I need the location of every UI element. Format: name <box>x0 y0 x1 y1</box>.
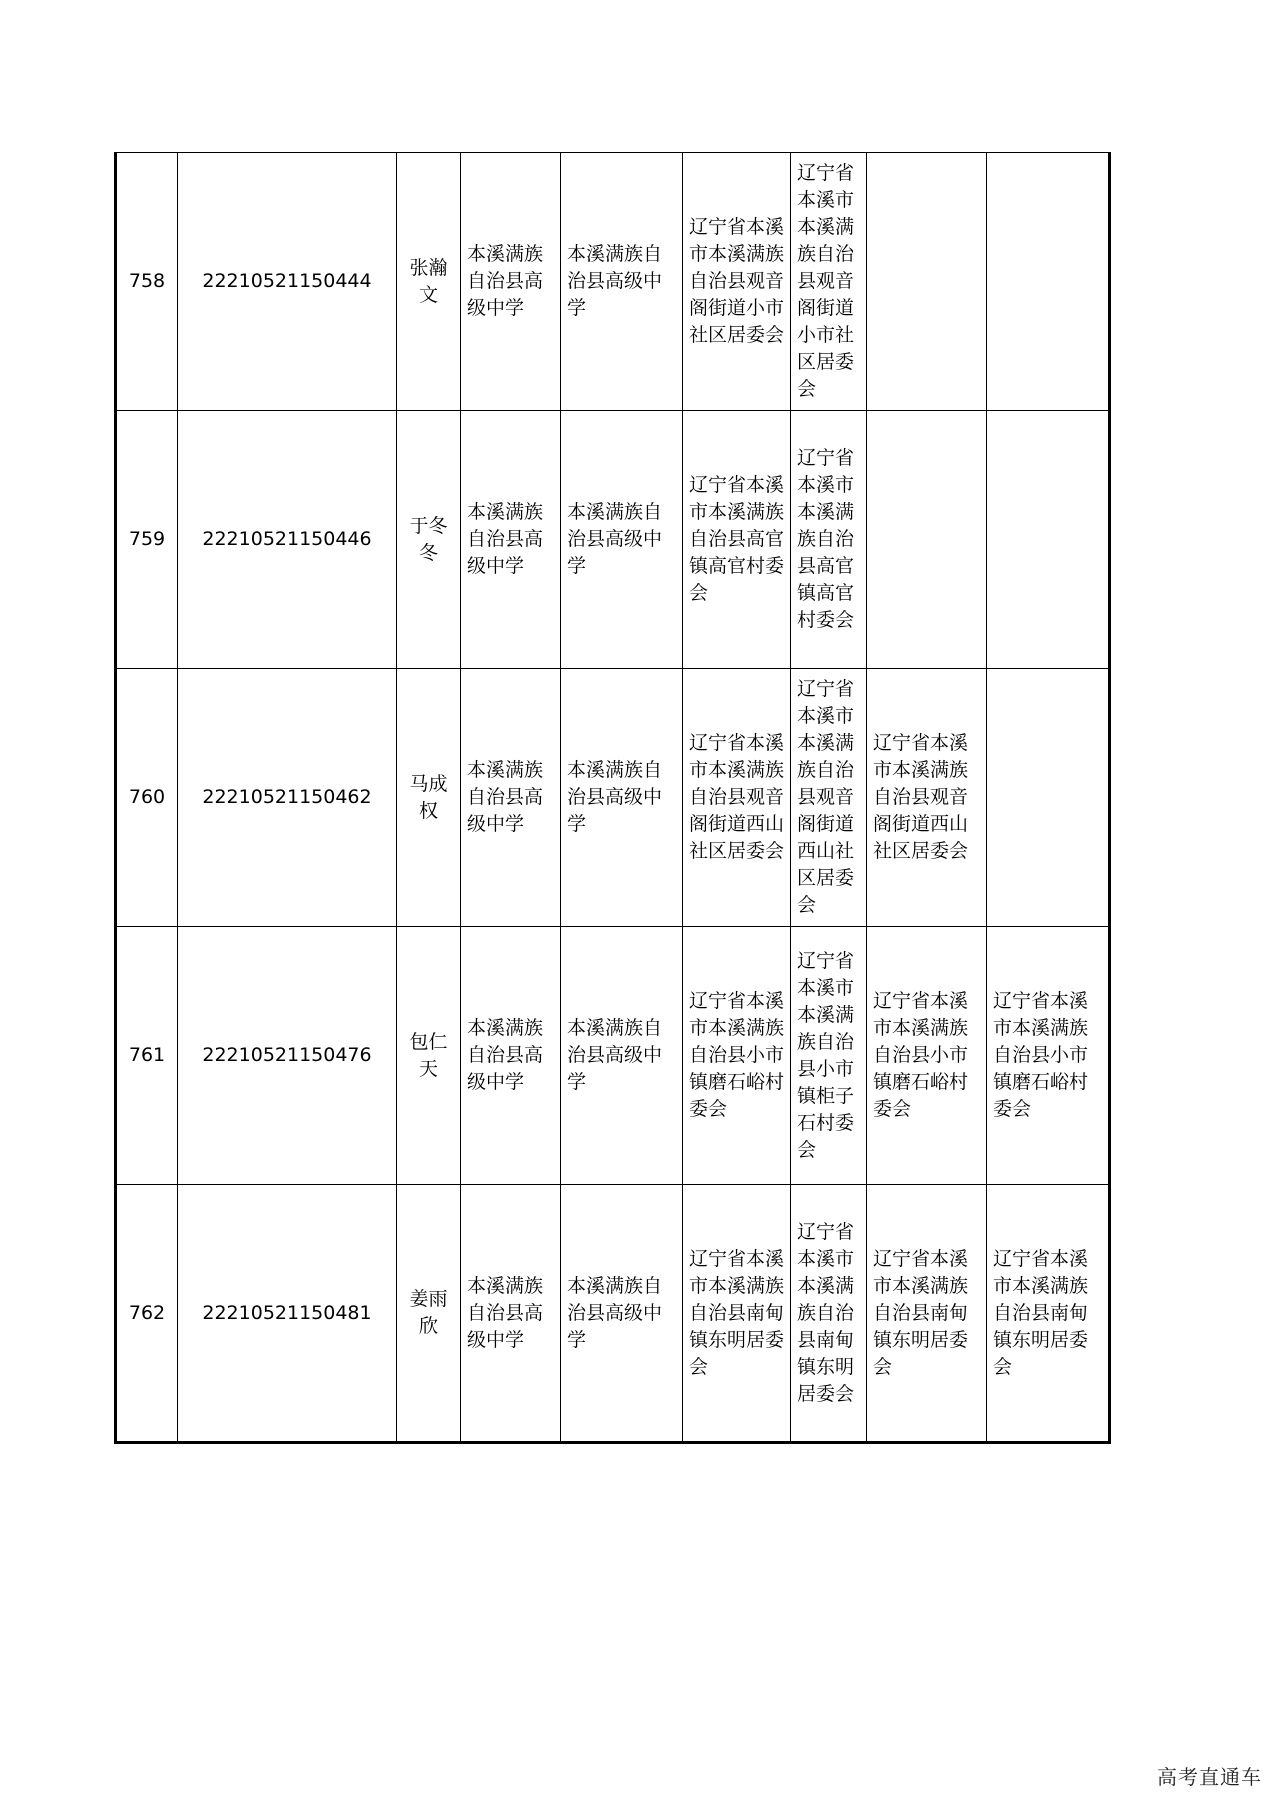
table-row <box>116 927 1110 1185</box>
address2-cell: 辽宁省本溪市本溪满族自治县观音阁街道小市社区居委会 <box>791 153 867 411</box>
school-cell: 本溪满族自治县高级中学 <box>461 411 561 669</box>
address4-cell <box>987 411 1110 669</box>
address4-cell <box>987 153 1110 411</box>
school2-cell: 本溪满族自治县高级中学 <box>561 669 683 927</box>
address3-cell <box>867 411 987 669</box>
seq-cell: 762 <box>116 1185 178 1443</box>
address3-cell <box>867 153 987 411</box>
address2-cell: 辽宁省本溪市本溪满族自治县高官镇高官村委会 <box>791 411 867 669</box>
id-cell: 22210521150462 <box>178 669 397 927</box>
school2-cell: 本溪满族自治县高级中学 <box>561 927 683 1185</box>
seq-cell: 760 <box>116 669 178 927</box>
table-row <box>116 669 1110 927</box>
school-cell: 本溪满族自治县高级中学 <box>461 927 561 1185</box>
school2-cell: 本溪满族自治县高级中学 <box>561 1185 683 1443</box>
seq-cell: 761 <box>116 927 178 1185</box>
id-cell: 22210521150481 <box>178 1185 397 1443</box>
address3-cell: 辽宁省本溪市本溪满族自治县小市镇磨石峪村委会 <box>867 927 987 1185</box>
school2-cell: 本溪满族自治县高级中学 <box>561 411 683 669</box>
school-cell: 本溪满族自治县高级中学 <box>461 153 561 411</box>
student-roster-table <box>114 152 1111 1444</box>
school2-cell: 本溪满族自治县高级中学 <box>561 153 683 411</box>
id-cell: 22210521150476 <box>178 927 397 1185</box>
address4-cell <box>987 669 1110 927</box>
name-cell: 包仁天 <box>397 927 461 1185</box>
address2-cell: 辽宁省本溪市本溪满族自治县小市镇柜子石村委会 <box>791 927 867 1185</box>
address1-cell: 辽宁省本溪市本溪满族自治县高官镇高官村委会 <box>683 411 791 669</box>
watermark-text: 高考直通车 <box>1157 1765 1262 1789</box>
address1-cell: 辽宁省本溪市本溪满族自治县小市镇磨石峪村委会 <box>683 927 791 1185</box>
address2-cell: 辽宁省本溪市本溪满族自治县观音阁街道西山社区居委会 <box>791 669 867 927</box>
address3-cell: 辽宁省本溪市本溪满族自治县观音阁街道西山社区居委会 <box>867 669 987 927</box>
address1-cell: 辽宁省本溪市本溪满族自治县南甸镇东明居委会 <box>683 1185 791 1443</box>
name-cell: 张瀚文 <box>397 153 461 411</box>
seq-cell: 758 <box>116 153 178 411</box>
address4-cell: 辽宁省本溪市本溪满族自治县南甸镇东明居委会 <box>987 1185 1110 1443</box>
name-cell: 马成权 <box>397 669 461 927</box>
id-cell: 22210521150444 <box>178 153 397 411</box>
name-cell: 姜雨欣 <box>397 1185 461 1443</box>
address3-cell: 辽宁省本溪市本溪满族自治县南甸镇东明居委会 <box>867 1185 987 1443</box>
school-cell: 本溪满族自治县高级中学 <box>461 669 561 927</box>
seq-cell: 759 <box>116 411 178 669</box>
school-cell: 本溪满族自治县高级中学 <box>461 1185 561 1443</box>
table-row <box>116 1185 1110 1443</box>
table-row <box>116 153 1110 411</box>
address1-cell: 辽宁省本溪市本溪满族自治县观音阁街道西山社区居委会 <box>683 669 791 927</box>
id-cell: 22210521150446 <box>178 411 397 669</box>
address1-cell: 辽宁省本溪市本溪满族自治县观音阁街道小市社区居委会 <box>683 153 791 411</box>
address2-cell: 辽宁省本溪市本溪满族自治县南甸镇东明居委会 <box>791 1185 867 1443</box>
table-row <box>116 411 1110 669</box>
name-cell: 于冬冬 <box>397 411 461 669</box>
address4-cell: 辽宁省本溪市本溪满族自治县小市镇磨石峪村委会 <box>987 927 1110 1185</box>
